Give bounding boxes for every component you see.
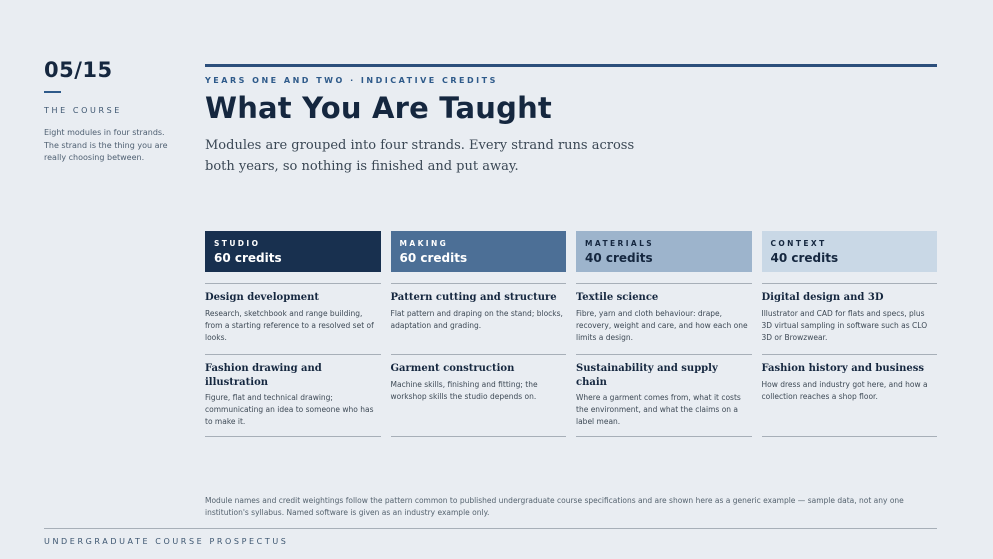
module-card xyxy=(576,354,752,437)
sidebar-accent-rule xyxy=(44,91,61,93)
module-title: Sustainability and supply chain xyxy=(576,363,718,388)
strand-credits: 40 credits xyxy=(770,251,839,265)
strands-grid xyxy=(205,231,937,437)
main-header xyxy=(205,64,937,177)
module-description: Figure, flat and technical drawing; communicating an idea to someone who has to make it. xyxy=(205,393,374,427)
module-description: Flat pattern and draping on the stand; blocks, adaptation and grading. xyxy=(390,308,563,330)
lede-paragraph: Modules are grouped into four strands. Every strand runs across both years, so nothing is finished and put away. xyxy=(205,138,635,174)
module-card xyxy=(391,354,567,437)
strand-header xyxy=(391,231,567,272)
module-description: Illustrator and CAD for flats and specs, plus 3D virtual sampling in software such as CLO 3D or Browzwear. xyxy=(761,308,928,342)
module-description: Machine skills, finishing and fitting; the workshop skills the studio depends on. xyxy=(390,379,538,401)
strand-column-context xyxy=(762,231,938,437)
sidebar xyxy=(44,58,174,165)
footnote: Module names and credit weightings follow the pattern common to published undergraduate course specifications and are shown here as a generic example — sample data, not any one institution's syllabus. Named software is given as an industry example only. xyxy=(205,496,904,517)
kicker: YEARS ONE AND TWO · INDICATIVE CREDITS xyxy=(205,76,498,85)
module-card xyxy=(205,354,381,437)
strand-column-making xyxy=(391,231,567,437)
module-description: Fibre, yarn and cloth behaviour: drape, recovery, weight and care, and how each one limits a design. xyxy=(576,308,748,342)
footer-rule xyxy=(44,528,937,529)
module-title: Pattern cutting and structure xyxy=(390,292,557,303)
module-title: Fashion history and business xyxy=(761,363,925,374)
module-card xyxy=(205,283,381,354)
sidebar-note: Eight modules in four strands. The strand is the thing you are really choosing between. xyxy=(44,128,168,162)
strand-header xyxy=(576,231,752,272)
strand-column-materials xyxy=(576,231,752,437)
strand-credits: 60 credits xyxy=(214,251,282,265)
page-title: What You Are Taught xyxy=(205,91,552,125)
strand-header xyxy=(205,231,381,272)
strand-name: STUDIO xyxy=(214,239,261,248)
module-description: Research, sketchbook and range building, from a starting reference to a resolved set of looks. xyxy=(205,308,374,342)
module-title: Garment construction xyxy=(390,363,515,374)
module-card xyxy=(762,354,938,437)
strand-name: CONTEXT xyxy=(770,239,827,248)
section-label: THE COURSE xyxy=(44,106,122,115)
strand-name: MATERIALS xyxy=(585,239,655,248)
module-description: How dress and industry got here, and how a collection reaches a shop floor. xyxy=(761,379,928,401)
page-number: 05/15 xyxy=(44,58,113,82)
strand-credits: 60 credits xyxy=(399,251,468,265)
strand-name: MAKING xyxy=(399,239,449,248)
module-title: Design development xyxy=(205,292,320,303)
top-rule xyxy=(205,64,937,67)
strand-header xyxy=(762,231,938,272)
module-card xyxy=(576,283,752,354)
strand-column-studio xyxy=(205,231,381,437)
module-title: Fashion drawing and illustration xyxy=(205,363,322,388)
footer-label: UNDERGRADUATE COURSE PROSPECTUS xyxy=(44,537,289,546)
module-card xyxy=(762,283,938,354)
module-title: Textile science xyxy=(576,292,659,303)
module-title: Digital design and 3D xyxy=(761,292,884,303)
module-description: Where a garment comes from, what it costs the environment, and what the claims on a label mean. xyxy=(576,393,741,427)
strand-credits: 40 credits xyxy=(585,251,653,265)
module-card xyxy=(391,283,567,354)
